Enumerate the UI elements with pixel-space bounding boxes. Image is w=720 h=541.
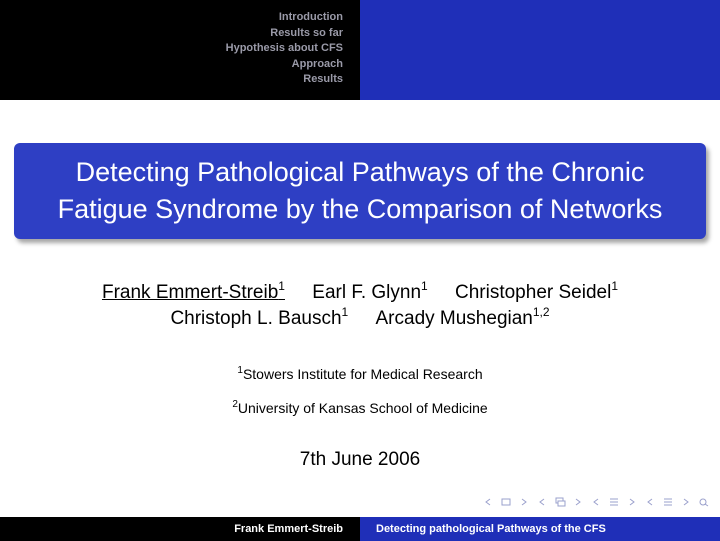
- footer-author: Frank Emmert-Streib: [0, 517, 360, 541]
- nav-results-so-far[interactable]: Results so far: [270, 26, 343, 39]
- author-arcady-mushegian: Arcady Mushegian$^{1,2}$: [375, 305, 550, 329]
- title-line-2: Fatigue Syndrome by the Comparison of Networks: [57, 194, 663, 224]
- authors-row-1: [0, 279, 720, 304]
- frame-next-icon[interactable]: [518, 497, 530, 507]
- header-right-panel: [360, 0, 720, 100]
- presentation-date: 7th June 2006: [299, 449, 421, 470]
- frame-icon[interactable]: [500, 497, 512, 507]
- header-bar: [0, 0, 720, 100]
- beamer-navigation-symbols: [482, 497, 710, 507]
- nav-approach[interactable]: Approach: [291, 57, 343, 70]
- presentation-prev-icon[interactable]: [644, 497, 656, 507]
- presentation-next-icon[interactable]: [680, 497, 692, 507]
- header-left-panel: [0, 0, 360, 100]
- nav-hypothesis[interactable]: Hypothesis about CFS: [225, 42, 343, 54]
- nav-results[interactable]: Results: [303, 73, 343, 85]
- author-earl-glynn: Earl F. Glynn$^1$: [312, 279, 428, 303]
- section-prev-icon[interactable]: [590, 497, 602, 507]
- search-icon[interactable]: [698, 497, 710, 507]
- nav-introduction[interactable]: Introduction: [278, 11, 343, 23]
- subsection-icon[interactable]: [554, 497, 566, 507]
- footer-bar: [0, 517, 720, 541]
- section-next-icon[interactable]: [626, 497, 638, 507]
- subsection-prev-icon[interactable]: [536, 497, 548, 507]
- authors-row-2: [0, 305, 720, 330]
- section-icon[interactable]: [608, 497, 620, 507]
- presentation-icon[interactable]: [662, 497, 674, 507]
- frame-prev-icon[interactable]: [482, 497, 494, 507]
- section-navigation: [226, 10, 343, 88]
- author-christopher-seidel: Christopher Seidel$^1$: [455, 279, 618, 303]
- title-box: [14, 143, 706, 239]
- author-frank-emmert-streib: Frank Emmert-Streib$^1$: [101, 279, 285, 303]
- subsection-next-icon[interactable]: [572, 497, 584, 507]
- title-line-1: Detecting Pathological Pathways of the Chronic: [75, 157, 645, 187]
- affiliation-1: $^1$Stowers Institute for Medical Research: [237, 365, 483, 382]
- affiliation-2: $^2$University of Kansas School of Medicine: [232, 399, 488, 416]
- author-christoph-bausch: Christoph L. Bausch$^1$: [170, 305, 349, 329]
- footer-short-title: Detecting pathological Pathways of the CFS: [360, 517, 720, 541]
